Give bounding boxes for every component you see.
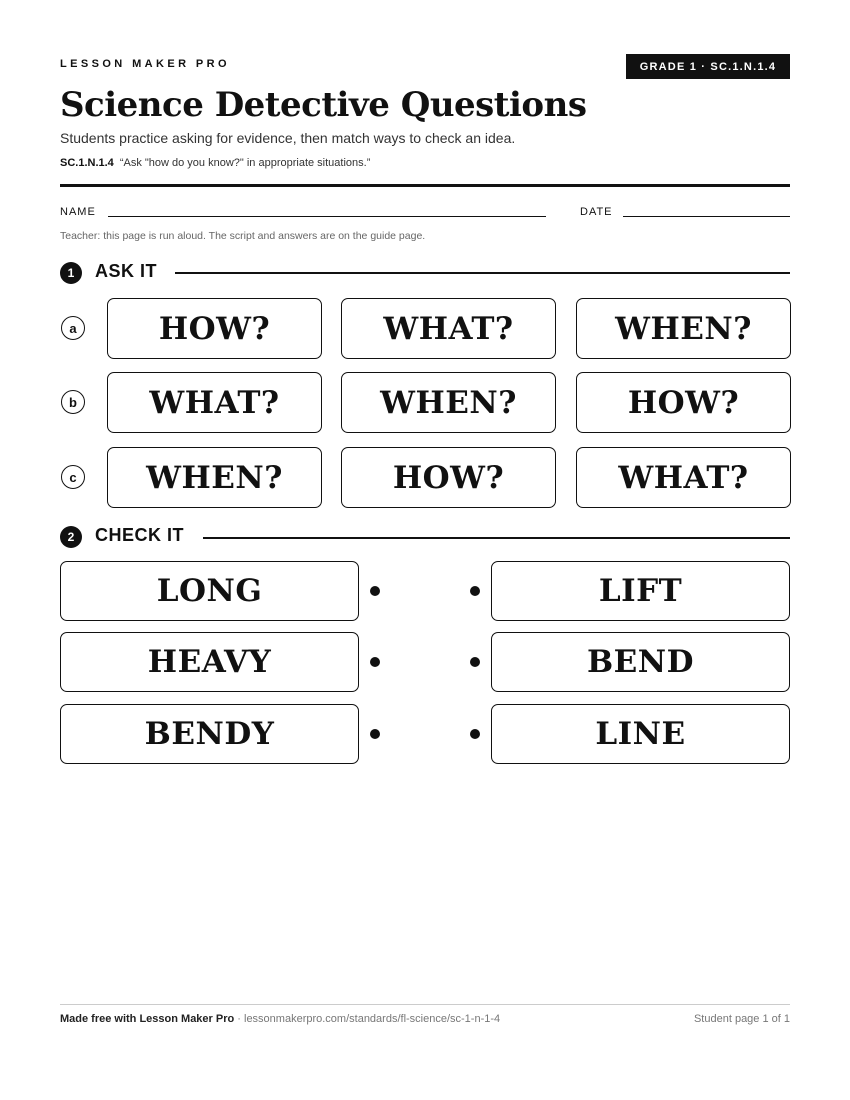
match-dot-right[interactable] bbox=[470, 729, 480, 739]
section-2-rule bbox=[203, 537, 790, 539]
date-label: DATE bbox=[580, 206, 613, 218]
match-dot-right[interactable] bbox=[470, 657, 480, 667]
page-subtitle: Students practice asking for evidence, then match ways to check an idea. bbox=[60, 130, 516, 146]
match-dot-left[interactable] bbox=[370, 729, 380, 739]
footer-credit bbox=[60, 1013, 500, 1025]
ask-word-card[interactable]: HOW? bbox=[341, 447, 556, 508]
ask-word-card[interactable]: WHAT? bbox=[341, 298, 556, 359]
check-left-card[interactable]: BENDY bbox=[60, 704, 359, 764]
check-right-card[interactable]: LIFT bbox=[491, 561, 790, 621]
row-letter-b: b bbox=[61, 390, 85, 414]
footer-divider bbox=[60, 1004, 790, 1005]
ask-word-card[interactable]: WHEN? bbox=[576, 298, 791, 359]
section-1-rule bbox=[175, 272, 790, 274]
check-right-card[interactable]: LINE bbox=[491, 704, 790, 764]
footer-page-number: Student page 1 of 1 bbox=[693, 1013, 790, 1025]
check-right-card[interactable]: BEND bbox=[491, 632, 790, 692]
standard-line bbox=[60, 157, 370, 169]
row-letter-c: c bbox=[61, 465, 85, 489]
teacher-note: Teacher: this page is run aloud. The script and answers are on the guide page. bbox=[60, 230, 426, 242]
match-dot-left[interactable] bbox=[370, 657, 380, 667]
grade-badge: GRADE 1 · SC.1.N.1.4 bbox=[626, 54, 790, 79]
ask-word-card[interactable]: WHEN? bbox=[107, 447, 322, 508]
date-field-line[interactable] bbox=[623, 216, 790, 217]
section-1-number: 1 bbox=[60, 262, 82, 284]
check-left-card[interactable]: HEAVY bbox=[60, 632, 359, 692]
page-title: Science Detective Questions bbox=[60, 85, 587, 125]
header-divider bbox=[60, 184, 790, 187]
ask-word-card[interactable]: WHEN? bbox=[341, 372, 556, 433]
match-dot-right[interactable] bbox=[470, 586, 480, 596]
section-2-number: 2 bbox=[60, 526, 82, 548]
footer-url[interactable]: · lessonmakerpro.com/standards/fl-science/sc-1-n-1-4 bbox=[234, 1013, 501, 1025]
section-1-title: ASK IT bbox=[95, 261, 158, 281]
ask-word-card[interactable]: HOW? bbox=[107, 298, 322, 359]
name-field-line[interactable] bbox=[108, 216, 546, 217]
standard-code: SC.1.N.1.4 bbox=[60, 157, 114, 169]
ask-word-card[interactable]: WHAT? bbox=[576, 447, 791, 508]
name-label: NAME bbox=[60, 206, 96, 218]
ask-word-card[interactable]: WHAT? bbox=[107, 372, 322, 433]
footer-made-with: Made free with Lesson Maker Pro bbox=[60, 1013, 235, 1025]
match-dot-left[interactable] bbox=[370, 586, 380, 596]
check-left-card[interactable]: LONG bbox=[60, 561, 359, 621]
section-2-title: CHECK IT bbox=[95, 525, 184, 545]
brand-name: LESSON MAKER PRO bbox=[60, 58, 230, 70]
row-letter-a: a bbox=[61, 316, 85, 340]
standard-text: “Ask "how do you know?" in appropriate situations.” bbox=[119, 157, 371, 169]
ask-word-card[interactable]: HOW? bbox=[576, 372, 791, 433]
